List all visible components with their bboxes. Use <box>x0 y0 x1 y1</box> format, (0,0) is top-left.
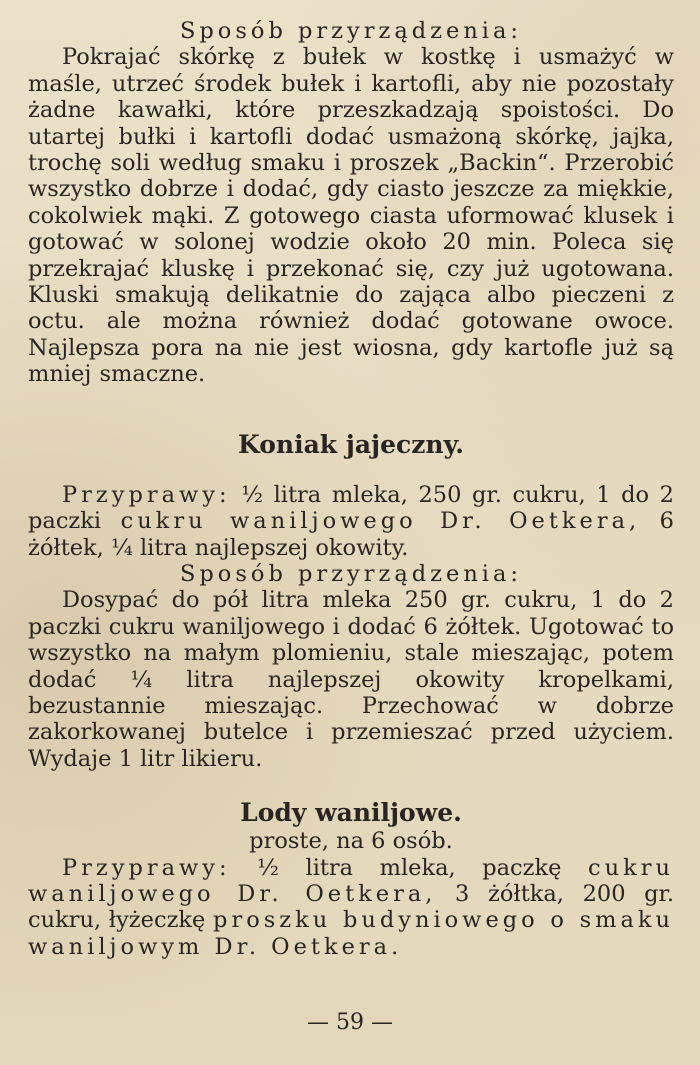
ingredients-lody <box>28 855 674 961</box>
ingredients-label: Przyprawy: <box>62 481 231 508</box>
page-number: — 59 — <box>307 1010 393 1035</box>
ingredients-label: Przyprawy: <box>62 854 231 881</box>
recipe-title-koniak: Koniak jajeczny. <box>238 429 464 459</box>
spacer <box>28 388 674 430</box>
method-label-1: Sposób przyrządzenia: <box>179 18 522 44</box>
recipe-subtitle-lody: proste, na 6 osób. <box>249 828 453 855</box>
method-label-koniak: Sposób przyrządzenia: <box>179 560 522 587</box>
ingredients-text: ½ litra mleka, paczkę <box>230 854 589 881</box>
method-text-koniak: Dosypać do pół litra mleka 250 gr. cukru, 1 do 2 paczki cukru waniljowego i dodać 6 żółtek. Ugotować to wszystko na małym plomieniu, stale mieszając, potem dodać ¼ litra najlepszej okowity kropelkami, bezustannie mieszając. Przechować w dobrze zakorkowanej butelce i przemieszać przed użyciem. Wydaje 1 litr likieru. <box>28 587 674 772</box>
ingredients-brand: cukru waniljowego Dr. Oetkera, <box>28 854 674 907</box>
ingredients-koniak <box>28 482 674 561</box>
ingredients-brand: cukru waniljowego Dr. Oetkera, <box>120 508 641 535</box>
spacer <box>28 460 674 482</box>
ingredients-text: ½ litra mleka, 250 gr. cukru, 1 do 2 paczki <box>28 481 674 535</box>
method-text-1: Pokrajać skórkę z bułek w kostkę i usmażyć w maśle, utrzeć środek bułek i kartofli, aby nie pozostały żadne kawałki, które przeszkadzają spoistości. Do utartej bułki i kartofli dodać usmażoną skórkę, jajka, trochę soli według smaku i proszek „Backin“. Przerobić wszystko dobrze i dodać, gdy ciasto jeszcze za miękkie, cokolwiek mąki. Z gotowego ciasta uformować klusek i gotować w solonej wodzie około 20 min. Poleca się przekrajać kluskę i przekonać się, czy już ugotowana. Kluski smakują delikatnie do zająca albo pieczeni z octu. ale można również dodać gotowane owoce. Najlepsza pora na nie jest wiosna, gdy kartofle już są mniej smaczne. <box>28 44 674 388</box>
ingredients-brand: proszku budyniowego o smaku waniljowym Dr. Oetkera. <box>28 907 675 960</box>
ingredients-text: 6 żółtek, ¼ litra najlepszej okowity. <box>28 508 674 561</box>
recipe-title-lody: Lody waniljowe. <box>240 798 462 828</box>
ingredients-text: 3 żółtka, 200 gr. cukru, łyżeczkę <box>28 880 674 934</box>
spacer <box>28 772 674 798</box>
